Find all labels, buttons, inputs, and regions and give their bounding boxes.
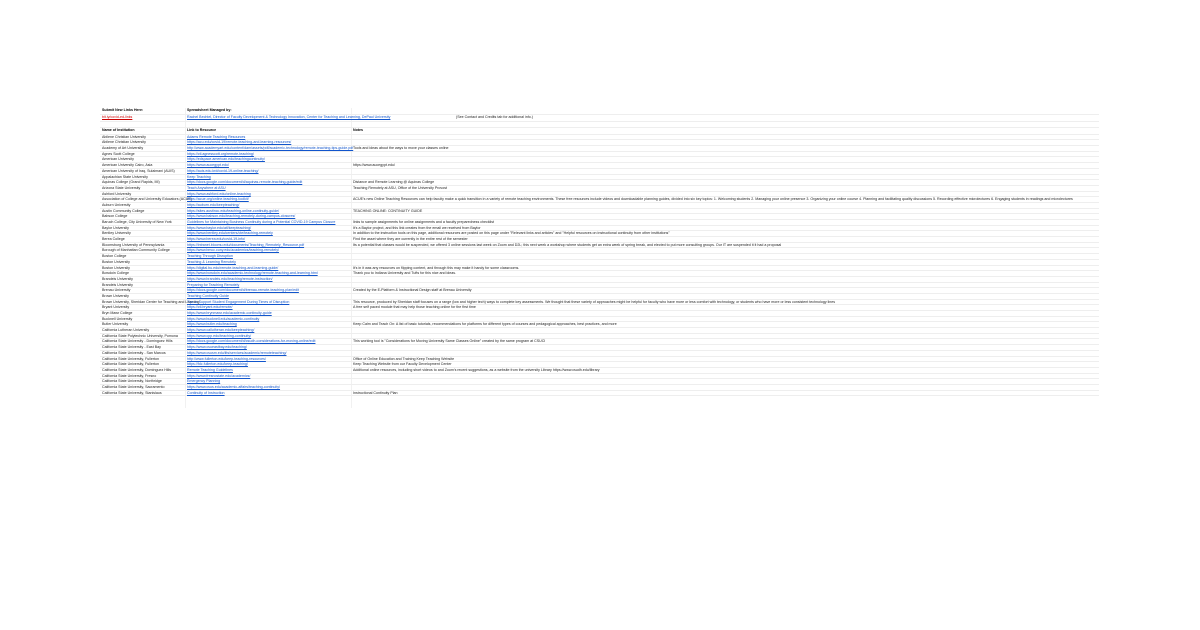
submit-link[interactable]: bit.ly/covid-ed-links xyxy=(102,115,133,119)
institution-cell: Brandeis University xyxy=(102,276,133,281)
submit-label: Submit New Links Here: xyxy=(102,108,144,112)
notes-cell: links to sample assignments for online assignments and a faculty preparedness checklist xyxy=(353,220,495,224)
resource-link[interactable]: https://auis.edu.krd/covid-19-online-teaching/ xyxy=(187,168,259,173)
resource-link[interactable]: Adams Remote Teaching Resources xyxy=(187,134,246,139)
resource-link[interactable]: https://acue.org/online-teaching-toolkit/ xyxy=(187,197,249,202)
resource-link[interactable]: https://www.bowdoin.edu/academic-technology/remote-teaching-and-learning.html xyxy=(187,271,318,276)
notes-cell: Thank you to Indiana University and Tufts for this nice and ideas. xyxy=(353,271,457,276)
resource-link[interactable]: https://www.fresnostate.edu/academics/ xyxy=(187,373,251,378)
institution-cell: California State University, Fullerton xyxy=(102,356,160,361)
resource-link[interactable]: Teaching Through Disruption xyxy=(187,254,233,259)
resource-link[interactable]: https://www.babson.edu/teaching-remotely-during-campus-closures/ xyxy=(187,214,296,219)
notes-cell: It's a Baylor project, and this link creates from the email we received from Baylor xyxy=(353,225,481,230)
institution-cell: American University Cairo, Asia xyxy=(102,163,153,168)
institution-cell: Austin Community College xyxy=(102,208,145,213)
managed-label: Spreadsheet Managed by: xyxy=(187,108,232,112)
notes-cell: Additional online resources, including short videos to and Zoom's recent suggestions, as a website from the university Library https://www.csudh.edu/library xyxy=(353,367,600,372)
institution-cell: Auburn University xyxy=(102,202,131,207)
institution-cell: Agnes Scott College xyxy=(102,151,135,156)
resource-link[interactable]: Tips to Support Student Engagement During Times of Disruption xyxy=(187,299,290,304)
resource-link[interactable]: https://intranet.bloomu.edu/documents/Teaching_Remotely_Resource.pdf xyxy=(187,242,305,247)
resource-link[interactable]: https://www.brynmawr.edu/academic-continuity-guide xyxy=(187,311,272,315)
resource-link[interactable]: Remote Teaching Guidelines xyxy=(187,367,233,372)
institution-cell: American University of Iraq, Sulaimani (AUIS) xyxy=(102,168,175,173)
institution-cell: California State Polytechnic University, Pomona xyxy=(102,333,178,338)
institution-cell: California State University, Northridge xyxy=(102,379,162,384)
institution-cell: Association of College and University Educators (ACUE) xyxy=(102,197,192,202)
resource-link[interactable]: https://www.berea.edu/covid-19-info/ xyxy=(187,237,246,242)
institution-cell: California State University, Sacramento xyxy=(102,384,165,389)
institution-cell: Berea College xyxy=(102,237,125,242)
resource-link[interactable]: Emergency Planning xyxy=(187,379,221,384)
resource-link[interactable]: http://www.academyart.edu/content/dam/assets/pdf/academic-technology/remote-teaching-tips-guide.pdf xyxy=(187,146,354,151)
institution-cell: Baylor University xyxy=(102,225,129,230)
resource-link[interactable]: https://www.aucegypt.edu/ xyxy=(187,163,229,168)
resource-link[interactable]: https://www.csueastbay.edu/teaching/ xyxy=(187,345,247,350)
resource-link[interactable]: https://ctl.agnesscott.org/remote-teaching/ xyxy=(187,151,254,156)
institution-cell: Brown University xyxy=(102,293,129,298)
institution-cell: Abilene Christian University xyxy=(102,134,146,139)
notes-cell: Distance and Remote Learning @ Aquinas College xyxy=(353,180,435,185)
resource-link[interactable]: https://www.cpp.edu/teaching-continuity/ xyxy=(187,333,252,338)
data-rows xyxy=(100,135,1099,397)
resource-link[interactable]: https://www.brandeis.edu/teaching/remote-instruction/ xyxy=(187,276,273,281)
resource-link[interactable]: https://fdc.fullerton.edu/keep-teaching/ xyxy=(187,362,248,367)
institution-cell: California Lutheran University xyxy=(102,328,150,333)
resource-link[interactable]: https://sites.austincc.edu/teaching-online-continuity-guide/ xyxy=(187,208,280,213)
institution-cell: Brenau University xyxy=(102,288,131,293)
notes-cell: A free self paced module that may help those teaching online for the first time xyxy=(353,305,476,310)
institution-cell: California State University, Fresno xyxy=(102,373,157,378)
notes-cell: This working tool is "Considerations for Moving University Same Classes Online" created by the same program at CSUCI xyxy=(353,339,546,344)
institution-cell: Bowdoin College xyxy=(102,271,129,276)
column-header-institution: Name of Institution xyxy=(102,127,135,132)
resource-link[interactable]: https://www.bucknell.edu/academic-continuity xyxy=(187,316,260,321)
institution-cell: Brown University, Sheridan Center for Teaching and Learning xyxy=(102,299,200,304)
resource-link[interactable]: https://www.baylor.edu/atl/keepteaching/ xyxy=(187,225,252,230)
notes-cell: Instructional Continuity Plan xyxy=(353,390,398,395)
notes-cell: In addition to the instruction tools on this page, additional resources are posted on this page under "Relevant links and articles" and "Helpful resources on instructional continuity from other institutions" xyxy=(353,231,670,236)
resource-link[interactable]: Teaching Continuity Guide xyxy=(187,293,229,298)
notes-cell: ACUE's new Online Teaching Resources can help faculty make a quick transition in a variety of remote teaching environments. These free resources include videos and downloadable planning guides, divided into six key topics: 1. Welcoming students 2. Managing your online presence 3. Organizing your online course 4. Planning and facilitating quality discussions 5. Recording effective microlectures 6. Engaging students in readings and microlectures xyxy=(353,197,1073,202)
notes-cell: Teaching Remotely at ASU, Office of the University Provost xyxy=(353,185,448,190)
institution-cell: Boston University xyxy=(102,265,130,270)
header-row-1 xyxy=(100,108,1099,115)
institution-cell: Academy of Art University xyxy=(102,146,144,151)
resource-link[interactable]: Preparing for Teaching Remotely xyxy=(187,282,240,287)
institution-cell: California State University - East Bay xyxy=(102,345,161,350)
resource-link[interactable]: https://docs.google.com/document/d/csudh-considerations-for-moving-online/edit xyxy=(187,339,316,344)
column-header-link: Link to Resource xyxy=(187,127,217,132)
institution-cell: Boston College xyxy=(102,254,127,259)
institution-cell: Bucknell University xyxy=(102,316,133,321)
notes-cell: This resource, produced by Sheridan staff focuses on a range (low and higher tech) ways to complete key assessments. We thought that these variety of approaches might be helpful for faculty who have more or less comfort with technology, or students who have more or less consistent technology lines xyxy=(353,299,836,304)
institution-cell: Bryn Mawr College xyxy=(102,311,133,315)
header-row-2 xyxy=(100,115,1099,122)
notes-cell: Tools and ideas about the ways to move your classes online xyxy=(353,146,449,151)
notes-cell: It's in it was any resources on flipping content, and through this may make it handy for some classrooms. xyxy=(353,265,520,270)
spreadsheet xyxy=(100,108,1099,396)
institution-cell: Abilene Christian University xyxy=(102,140,146,145)
contact-note: (See Contact and Credits tab for additional info.) xyxy=(456,115,533,119)
resource-link[interactable]: Teaching & Learning Remotely xyxy=(187,259,236,264)
resource-link[interactable]: https://www.ashford.edu/online-teaching xyxy=(187,191,251,196)
notes-cell: Office of Online Education and Training Keep Teaching Website xyxy=(353,356,455,361)
institution-cell: California State University - San Marcos xyxy=(102,350,166,355)
institution-cell: Appalachian State University xyxy=(102,174,148,179)
resource-link[interactable]: https://www.butler.edu/teaching xyxy=(187,322,237,327)
notes-cell: Keep Calm and Teach On: A list of basic tutorials, recommendations for platforms for different types of courses and pedagogical approaches, best practices, and more xyxy=(353,322,617,327)
resource-link[interactable]: https://docs.google.com/document/d/brenau-remote-teaching-plan/edit xyxy=(187,288,299,293)
resource-link[interactable]: https://ctl.bryant.edu/remote/ xyxy=(187,305,233,310)
institution-cell: California State University, Fullerton xyxy=(102,362,160,367)
notes-cell: Created by the E-Platform & Instructional Design staff at Brenau University xyxy=(353,288,472,293)
institution-cell: Borough of Manhattan Community College xyxy=(102,248,170,253)
institution-cell: Boston University xyxy=(102,259,130,264)
resource-link[interactable]: https://docs.google.com/document/d/aquinas-remote-teaching-guide/edit xyxy=(187,180,303,185)
institution-cell: Aquinas College (Grand Rapids, MI) xyxy=(102,180,160,185)
resource-link[interactable]: https://www.bentley.edu/centers/cte/teaching-remotely xyxy=(187,231,273,236)
resource-link[interactable]: https://auburn.edu/keepteaching/ xyxy=(187,202,240,207)
institution-cell: Arizona State University xyxy=(102,185,141,190)
resource-link[interactable]: https://digital.bu.edu/remote-teaching-and-learning-guide/ xyxy=(187,265,279,270)
resource-link[interactable]: https://edspace.american.edu/teachingcontinuity/ xyxy=(187,157,265,162)
institution-cell: Brandeis University xyxy=(102,282,133,287)
resource-link[interactable]: https://acu.edu/covid-19/remote-teaching-and-learning-resources/ xyxy=(187,140,292,145)
column-header-notes: Notes xyxy=(353,127,363,132)
resource-link[interactable]: Keep Teaching xyxy=(187,174,211,179)
institution-cell: California State University, Dominguez Hills xyxy=(102,367,172,372)
institution-cell: Ashford University xyxy=(102,191,132,196)
notes-cell: https://www.aucegypt.edu/ xyxy=(353,163,395,168)
institution-cell: Butler University xyxy=(102,322,129,327)
notes-cell: Find the asset where they are currently in the entire rest of the semester xyxy=(353,237,468,242)
notes-cell: Its a potential that classes would be suspended, we offered 3 online sessions last week on Zoom and D2L; this next week a workshop where students get an extra week of spring break, and elected to put more consulting groups. Our IT are suspended it it had a proposal xyxy=(353,242,782,247)
institution-cell: American University xyxy=(102,157,134,162)
notes-cell: TEACHING ONLINE: CONTINUITY GUIDE xyxy=(353,208,423,213)
institution-cell: Bloomsburg University of Pennsylvania xyxy=(102,242,165,247)
managed-by-link[interactable]: Rachel Bechtel, Director of Faculty Development & Technology Innovation, Center for Teaching and Learning, DePaul University xyxy=(187,115,391,119)
resource-link[interactable]: Continuity of Instruction xyxy=(187,390,225,395)
institution-cell: Baruch College, City University of New York xyxy=(102,220,172,224)
table-row xyxy=(100,391,1099,397)
resource-link[interactable]: https://www.callutheran.edu/keepteaching/ xyxy=(187,328,255,333)
institution-cell: Bentley University xyxy=(102,231,131,236)
institution-cell: Bryant University xyxy=(102,305,130,310)
resource-link[interactable]: Guidelines for Maintaining Business Continuity during a Potential COVID-19 Campus Closure xyxy=(187,220,336,224)
institution-cell: California State University - Dominguez Hills xyxy=(102,339,173,344)
resource-link[interactable]: http://www.fullerton.edu/keep-teaching-resources/ xyxy=(187,356,266,361)
resource-link[interactable]: Teach Anywhere at ASU xyxy=(187,185,226,190)
resource-link[interactable]: https://www.csus.edu/academic-affairs/teaching-continuity/ xyxy=(187,384,281,389)
resource-link[interactable]: https://www.bmcc.cuny.edu/academics/teaching-remotely/ xyxy=(187,248,280,253)
institution-cell: California State University, Stanislaus xyxy=(102,390,162,395)
institution-cell: Babson College xyxy=(102,214,128,219)
resource-link[interactable]: https://www.csusm.edu/iits/services/academic/remoteteaching/ xyxy=(187,350,287,355)
column-header-row xyxy=(100,128,1099,135)
notes-cell: Keep Teaching Website from our Faculty Development Center xyxy=(353,362,452,367)
